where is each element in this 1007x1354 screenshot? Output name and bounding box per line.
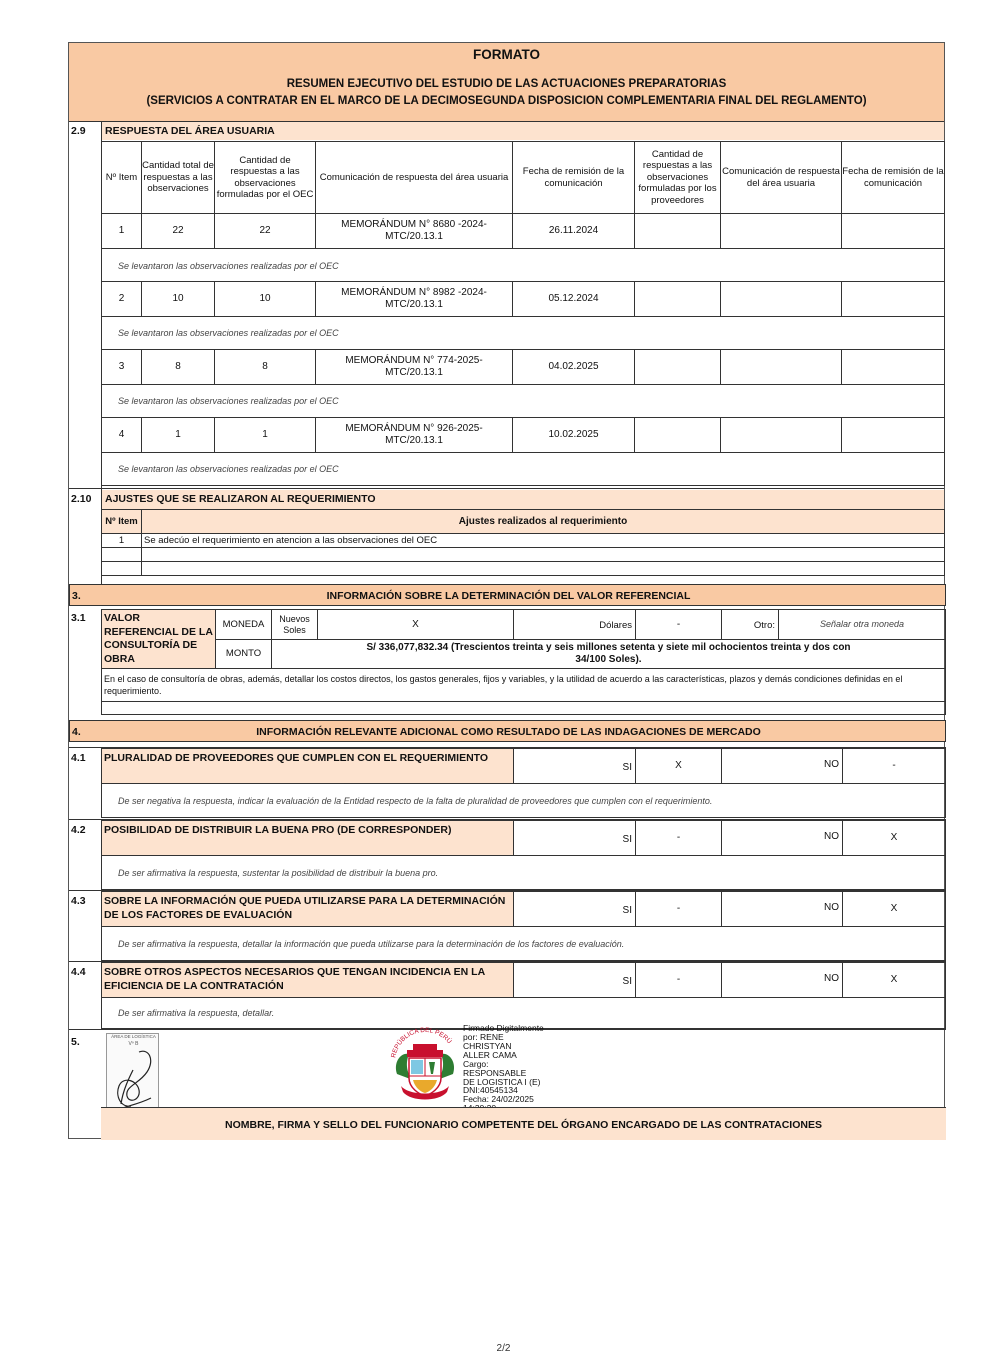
s44-si: SI xyxy=(622,976,632,987)
row-empty-cell xyxy=(720,281,842,317)
s210-empty-cell xyxy=(101,561,142,576)
header-subtitle-2: (SERVICIOS A CONTRATAR EN EL MARCO DE LA DECIMOSEGUNDA DISPOSICION COMPLEMENTARIA FINAL DEL REGLAMENTO) xyxy=(146,95,867,107)
s5-number: 5. xyxy=(71,1036,80,1048)
peru-coat-of-arms-icon xyxy=(387,1024,463,1106)
digital-sign-line: Firmado Digitalmente xyxy=(463,1023,544,1033)
page-number: 2/2 xyxy=(496,1343,511,1354)
s29-table xyxy=(101,141,946,487)
s41-no-mark: - xyxy=(842,748,946,784)
row-note-text: Se levantaron las observaciones realizadas por el OEC xyxy=(118,328,339,338)
s210-row-adjust xyxy=(141,533,945,548)
s3-title: INFORMACIÓN SOBRE LA DETERMINACIÓN DEL VALOR REFERENCIAL xyxy=(326,590,691,602)
s31-number: 3.1 xyxy=(71,612,86,624)
s29-col-header: Nº Item xyxy=(101,141,142,214)
row-oec: 22 xyxy=(214,213,316,249)
s31-monto-value: S/ 336,077,832.34 (Trescientos treinta y seis millones setenta y siete mil ochocientos treinta y dos con 34/100 Soles). xyxy=(271,639,946,669)
row-empty-cell xyxy=(841,213,945,249)
s41-note-cell xyxy=(101,783,946,818)
s31-label: VALOR REFERENCIAL DE LA CONSULTORÍA DE OBRA xyxy=(104,612,213,665)
row-note-text: Se levantaron las observaciones realizadas por el OEC xyxy=(118,261,339,271)
s44-number: 4.4 xyxy=(71,966,86,978)
peru-seal xyxy=(387,1024,463,1106)
s41-si-mark: X xyxy=(635,748,722,784)
s29-number: 2.9 xyxy=(71,125,86,137)
s5-footer: NOMBRE, FIRMA Y SELLO DEL FUNCIONARIO COMPETENTE DEL ÓRGANO ENCARGADO DE LAS CONTRATACIONES xyxy=(225,1119,822,1131)
s42-title-cell xyxy=(101,820,514,856)
s42-note: De ser afirmativa la respuesta, sustentar la posibilidad de distribuir la buena pro. xyxy=(118,868,439,878)
header-title: FORMATO xyxy=(473,47,540,62)
row-item: 3 xyxy=(101,349,142,385)
row-note xyxy=(101,248,945,282)
s29-col-header: Fecha de remisión de la comunicación xyxy=(841,141,945,214)
s210-table xyxy=(101,509,946,581)
row-note-text: Se levantaron las observaciones realizadas por el OEC xyxy=(118,396,339,406)
row-total: 8 xyxy=(141,349,215,385)
row-empty-cell xyxy=(841,281,945,317)
row-memo: MEMORÁNDUM N° 774-2025-MTC/20.13.1 xyxy=(315,349,513,385)
s31-dolares: Dólares xyxy=(599,620,632,631)
s4-number: 4. xyxy=(72,726,81,738)
s42-si-cell xyxy=(513,820,636,856)
s29-col-header: Comunicación de respuesta del área usuaria xyxy=(720,141,842,214)
s42-si-mark: - xyxy=(635,820,722,856)
row-total: 1 xyxy=(141,417,215,453)
row-date: 05.12.2024 xyxy=(512,281,635,317)
s42-no-cell xyxy=(721,820,843,856)
row-memo: MEMORÁNDUM N° 8680 -2024-MTC/20.13.1 xyxy=(315,213,513,249)
s4-title: INFORMACIÓN RELEVANTE ADICIONAL COMO RESULTADO DE LAS INDAGACIONES DE MERCADO xyxy=(256,726,761,738)
digital-sign-line: ALLER CAMA xyxy=(463,1049,517,1060)
number-column-separator xyxy=(101,121,102,584)
row-note xyxy=(101,316,945,350)
digital-sign-line: por: RENE CHRISTYAN xyxy=(463,1031,512,1051)
s29-col-header: Cantidad de respuestas a las observaciones formuladas por los proveedores xyxy=(634,141,721,214)
s43-title: SOBRE LA INFORMACIÓN QUE PUEDA UTILIZARSE PARA LA DETERMINACIÓN DE LOS FACTORES DE EVALUACIÓN xyxy=(104,895,506,921)
format-sheet xyxy=(68,42,945,1139)
s41-si: SI xyxy=(622,762,632,773)
svg-text:REPÚBLICA DEL PERÚ: REPÚBLICA DEL PERÚ xyxy=(390,1026,453,1059)
s31-dolares-mark: - xyxy=(635,609,722,640)
digital-sign-line: DNI:40545134 xyxy=(463,1085,518,1096)
s31-note: En el caso de consultoría de obras, además, detallar los costos directos, los gastos generales, fijos y variables, y la utilidad de acuerdo a las características, plazos y demás condiciones definidas en el requerimiento. xyxy=(104,674,903,696)
row-empty-cell xyxy=(841,417,945,453)
s210-number: 2.10 xyxy=(71,493,92,505)
s210-col-adjust: Ajustes realizados al requerimiento xyxy=(141,509,945,534)
s31-note-cell xyxy=(101,668,946,702)
s31-empty-row xyxy=(101,701,946,715)
row-memo: MEMORÁNDUM N° 8982 -2024-MTC/20.13.1 xyxy=(315,281,513,317)
s43-si: SI xyxy=(622,905,632,916)
s42-title: POSIBILIDAD DE DISTRIBUIR LA BUENA PRO (DE CORRESPONDER) xyxy=(104,824,452,836)
s42-si: SI xyxy=(622,834,632,845)
s31-label-cell xyxy=(101,609,216,669)
table-row xyxy=(101,349,946,418)
s41-no-cell xyxy=(721,748,843,784)
s41-title: PLURALIDAD DE PROVEEDORES QUE CUMPLEN CON EL REQUERIMIENTO xyxy=(104,752,489,764)
s29-col-header: Cantidad de respuestas a las observaciones formuladas por el OEC xyxy=(214,141,316,214)
s44-si-mark: - xyxy=(635,962,722,998)
row-total: 10 xyxy=(141,281,215,317)
s42-no: NO xyxy=(824,831,839,842)
s210-col-item: Nº Item xyxy=(101,509,142,534)
s5-block xyxy=(69,1023,946,1139)
s29-col-header: Comunicación de respuesta del área usuaria xyxy=(315,141,513,214)
s44-block xyxy=(69,961,946,1031)
table-row xyxy=(101,417,946,486)
s44-note: De ser afirmativa la respuesta, detallar. xyxy=(118,1008,275,1018)
s43-title-cell xyxy=(101,891,514,927)
row-note xyxy=(101,452,945,486)
s210-empty-cell xyxy=(141,561,945,576)
row-item: 4 xyxy=(101,417,142,453)
s44-no: NO xyxy=(824,973,839,984)
s3-number: 3. xyxy=(72,590,81,602)
s29-title-bar xyxy=(101,122,944,140)
s41-block xyxy=(69,747,946,817)
s43-no-cell xyxy=(721,891,843,927)
s43-number: 4.3 xyxy=(71,895,86,907)
s43-note: De ser afirmativa la respuesta, detallar la información que pueda utilizarse para la determinación de los factores de evaluación. xyxy=(118,939,625,949)
row-empty-cell xyxy=(634,281,721,317)
row-oec: 10 xyxy=(214,281,316,317)
s31-otro: Otro: xyxy=(753,620,775,631)
s4-header xyxy=(69,720,946,742)
s31-otro-text: Señalar otra moneda xyxy=(778,609,946,640)
s31-nuevos-soles: Nuevos Soles xyxy=(271,609,318,640)
row-empty-cell xyxy=(720,213,842,249)
s44-no-mark: X xyxy=(842,962,946,998)
row-item: 1 xyxy=(101,213,142,249)
table-row xyxy=(101,213,946,282)
table-row xyxy=(101,281,946,350)
s31-dolares-cell xyxy=(513,609,636,640)
s44-title-cell xyxy=(101,962,514,998)
s210-title: AJUSTES QUE SE REALIZARON AL REQUERIMIENTO xyxy=(105,493,376,505)
digital-signature xyxy=(463,1024,553,1113)
s31-otro-cell xyxy=(721,609,779,640)
s43-block xyxy=(69,890,946,960)
s44-title: SOBRE OTROS ASPECTOS NECESARIOS QUE TENGAN INCIDENCIA EN LA EFICIENCIA DE LA CONTRATACIÓN xyxy=(104,966,485,992)
s42-number: 4.2 xyxy=(71,824,86,836)
s5-footer-bar xyxy=(101,1107,946,1140)
row-oec: 8 xyxy=(214,349,316,385)
handwritten-signature-icon xyxy=(109,1046,158,1114)
digital-sign-line: Cargo: RESPONSABLE xyxy=(463,1058,527,1078)
row-date: 04.02.2025 xyxy=(512,349,635,385)
s43-no-mark: X xyxy=(842,891,946,927)
header-subtitle-1: RESUMEN EJECUTIVO DEL ESTUDIO DE LAS ACTUACIONES PREPARATORIAS xyxy=(286,78,727,90)
signature-line xyxy=(553,1028,946,1029)
row-memo: MEMORÁNDUM N° 926-2025-MTC/20.13.1 xyxy=(315,417,513,453)
row-date: 26.11.2024 xyxy=(512,213,635,249)
s41-title-cell xyxy=(101,748,514,784)
row-total: 22 xyxy=(141,213,215,249)
row-note xyxy=(101,384,945,418)
row-empty-cell xyxy=(720,349,842,385)
stamp-top-text: ÁREA DE LOGÍSTICA xyxy=(111,1034,156,1039)
row-empty-cell xyxy=(634,349,721,385)
s43-si-cell xyxy=(513,891,636,927)
s42-block xyxy=(69,819,946,889)
s210-title-bar xyxy=(101,490,944,509)
s29-header xyxy=(69,121,944,140)
s210-row-item: 1 xyxy=(101,533,142,548)
s210-empty-cell xyxy=(141,547,945,562)
row-note-text: Se levantaron las observaciones realizadas por el OEC xyxy=(118,464,339,474)
s210-header xyxy=(69,488,944,508)
s44-si-cell xyxy=(513,962,636,998)
s43-note-cell xyxy=(101,926,946,961)
s29-title: RESPUESTA DEL ÁREA USUARIA xyxy=(105,125,275,137)
digital-sign-line: Fecha: 24/02/2025 xyxy=(463,1094,534,1105)
s42-note-cell xyxy=(101,855,946,890)
s31-soles-mark: X xyxy=(317,609,514,640)
s31-monto: MONTO xyxy=(215,639,272,669)
row-oec: 1 xyxy=(214,417,316,453)
row-date: 10.02.2025 xyxy=(512,417,635,453)
header xyxy=(69,43,944,121)
s31-moneda: MONEDA xyxy=(215,609,272,640)
s41-si-cell xyxy=(513,748,636,784)
row-empty-cell xyxy=(720,417,842,453)
s41-number: 4.1 xyxy=(71,752,86,764)
row-empty-cell xyxy=(634,417,721,453)
s43-no: NO xyxy=(824,902,839,913)
s210-empty-cell xyxy=(101,547,142,562)
row-empty-cell xyxy=(634,213,721,249)
s3-header xyxy=(69,584,946,606)
row-item: 2 xyxy=(101,281,142,317)
s44-no-cell xyxy=(721,962,843,998)
s29-col-header: Fecha de remisión de la comunicación xyxy=(512,141,635,214)
s41-no: NO xyxy=(824,759,839,770)
s42-no-mark: X xyxy=(842,820,946,856)
s210-row-text: Se adecúo el requerimiento en atencion a las observaciones del OEC xyxy=(144,535,438,546)
s31-block xyxy=(69,609,946,719)
s29-col-header: Cantidad total de respuestas a las observaciones xyxy=(141,141,215,214)
stamp-vb-text: Vº B xyxy=(128,1041,139,1047)
s43-si-mark: - xyxy=(635,891,722,927)
digital-sign-line: DE LOGISTICA I (E) xyxy=(463,1076,541,1087)
s41-note: De ser negativa la respuesta, indicar la evaluación de la Entidad respecto de la falta de pluralidad de proveedores que cumplen con el requerimiento. xyxy=(118,796,713,806)
row-empty-cell xyxy=(841,349,945,385)
